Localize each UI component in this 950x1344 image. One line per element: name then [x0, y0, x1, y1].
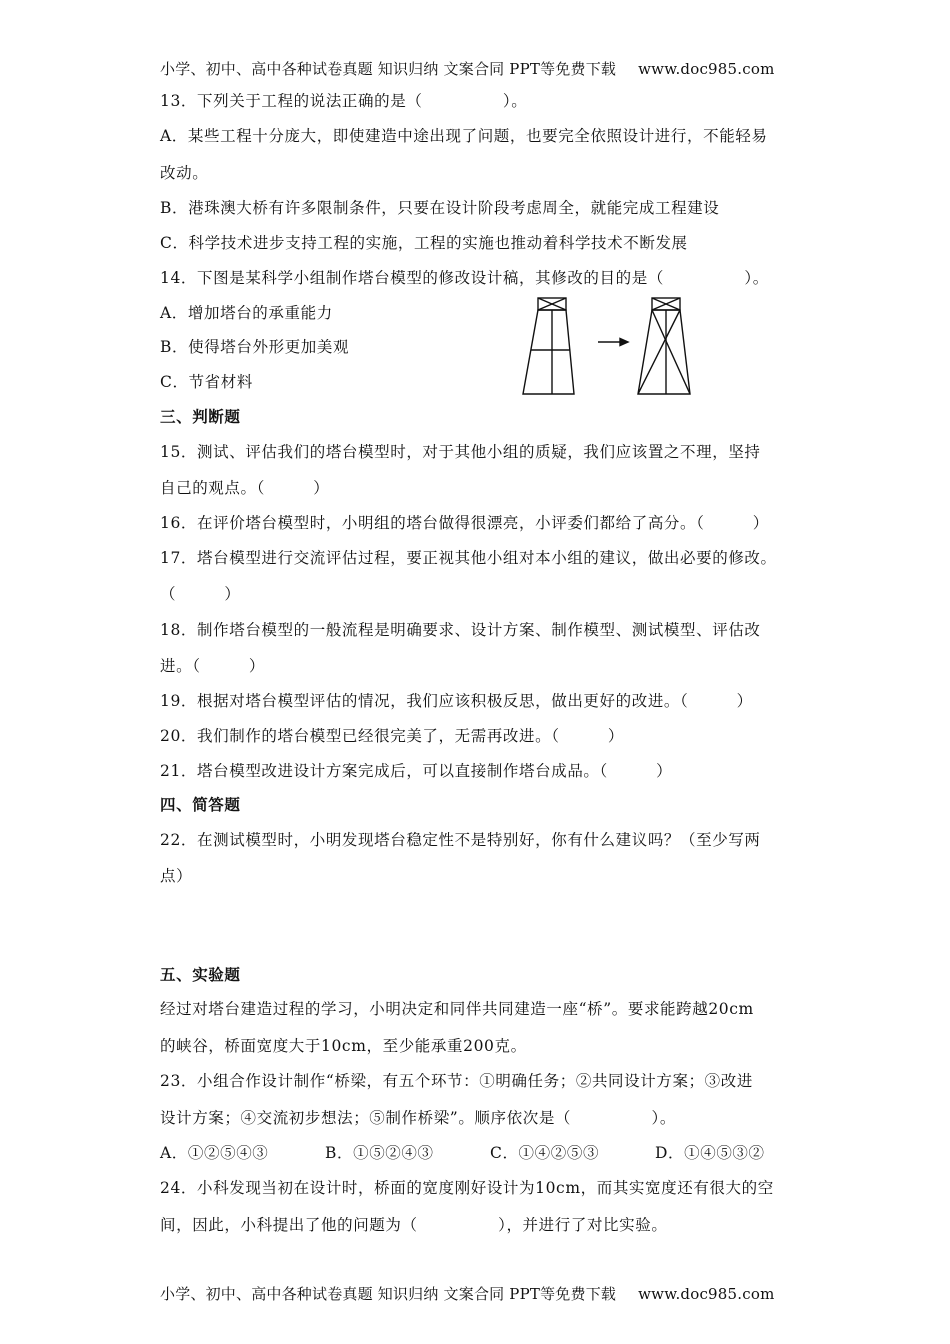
section-3-title: 三、判断题 — [160, 408, 241, 426]
q14-option-a: A．增加塔台的承重能力 — [160, 304, 333, 322]
q14-stem: 14．下图是某科学小组制作塔台模型的修改设计稿，其修改的目的是（ ）。 — [160, 269, 769, 287]
q23-option-b: B．①⑤②④③ — [325, 1144, 434, 1162]
q24-line2: 间，因此，小科提出了他的问题为（ ），并进行了对比实验。 — [160, 1216, 668, 1234]
experiment-intro-line2: 的峡谷，桥面宽度大于10cm，至少能承重200克。 — [160, 1037, 527, 1055]
q21: 21．塔台模型改进设计方案完成后，可以直接制作塔台成品。（ ） — [160, 762, 673, 780]
q13-stem: 13．下列关于工程的说法正确的是（ ）。 — [160, 92, 528, 110]
q20: 20．我们制作的塔台模型已经很完美了，无需再改进。（ ） — [160, 727, 624, 745]
q13-option-a-line1: A．某些工程十分庞大，即使建造中途出现了问题，也要完全依照设计进行，不能轻易 — [160, 127, 768, 145]
q23-option-c: C．①④②⑤③ — [490, 1144, 600, 1162]
q13-option-a-line2: 改动。 — [160, 164, 209, 182]
q14-option-b: B．使得塔台外形更加美观 — [160, 338, 350, 356]
q22-line1: 22．在测试模型时，小明发现塔台稳定性不是特别好，你有什么建议吗？（至少写两 — [160, 831, 761, 849]
q23-line2: 设计方案；④交流初步想法；⑤制作桥梁”。顺序依次是（ ）。 — [160, 1109, 676, 1127]
q18-line2: 进。（ ） — [160, 657, 265, 675]
header-text: 小学、初中、高中各种试卷真题 知识归纳 文案合同 PPT等免费下载 — [160, 60, 617, 78]
q14-option-c: C．节省材料 — [160, 373, 253, 391]
q15-line2: 自己的观点。（ ） — [160, 479, 330, 497]
q13-option-c: C．科学技术进步支持工程的实施，工程的实施也推动着科学技术不断发展 — [160, 234, 688, 252]
tower-revised-drawing — [638, 298, 690, 394]
q23-option-d: D．①④⑤③② — [655, 1144, 765, 1162]
footer-text: 小学、初中、高中各种试卷真题 知识归纳 文案合同 PPT等免费下载 — [160, 1285, 617, 1303]
q23-options — [160, 1143, 765, 1163]
footer-site-link[interactable]: www.doc985.com — [638, 1285, 775, 1303]
header-site-link[interactable]: www.doc985.com — [638, 60, 775, 78]
tower-design-figure — [518, 296, 708, 398]
q24-line1: 24．小科发现当初在设计时，桥面的宽度刚好设计为10cm，而其实宽度还有很大的空 — [160, 1179, 774, 1197]
q22-line2: 点） — [160, 867, 193, 885]
page-header — [160, 59, 775, 79]
q19: 19．根据对塔台模型评估的情况，我们应该积极反思，做出更好的改进。（ ） — [160, 692, 753, 710]
q16: 16．在评价塔台模型时，小明组的塔台做得很漂亮，小评委们都给了高分。（ ） — [160, 514, 769, 532]
q17-line2: （ ） — [160, 585, 241, 603]
q23-line1: 23．小组合作设计制作“桥梁，有五个环节：①明确任务；②共同设计方案；③改进 — [160, 1072, 753, 1090]
page-footer — [160, 1284, 775, 1304]
tower-original-drawing — [523, 298, 574, 394]
q15-line1: 15．测试、评估我们的塔台模型时，对于其他小组的质疑，我们应该置之不理，坚持 — [160, 443, 761, 461]
section-4-title: 四、简答题 — [160, 796, 241, 814]
arrow-icon — [598, 339, 628, 346]
experiment-intro-line1: 经过对塔台建造过程的学习，小明决定和同伴共同建造一座“桥”。要求能跨越20cm — [160, 1000, 754, 1018]
q13-option-b: B．港珠澳大桥有许多限制条件，只要在设计阶段考虑周全，就能完成工程建设 — [160, 199, 720, 217]
q17-line1: 17．塔台模型进行交流评估过程，要正视其他小组对本小组的建议，做出必要的修改。 — [160, 549, 777, 567]
q23-option-a: A．①②⑤④③ — [160, 1144, 269, 1162]
q18-line1: 18．制作塔台模型的一般流程是明确要求、设计方案、制作模型、测试模型、评估改 — [160, 621, 761, 639]
section-5-title: 五、实验题 — [160, 966, 241, 984]
